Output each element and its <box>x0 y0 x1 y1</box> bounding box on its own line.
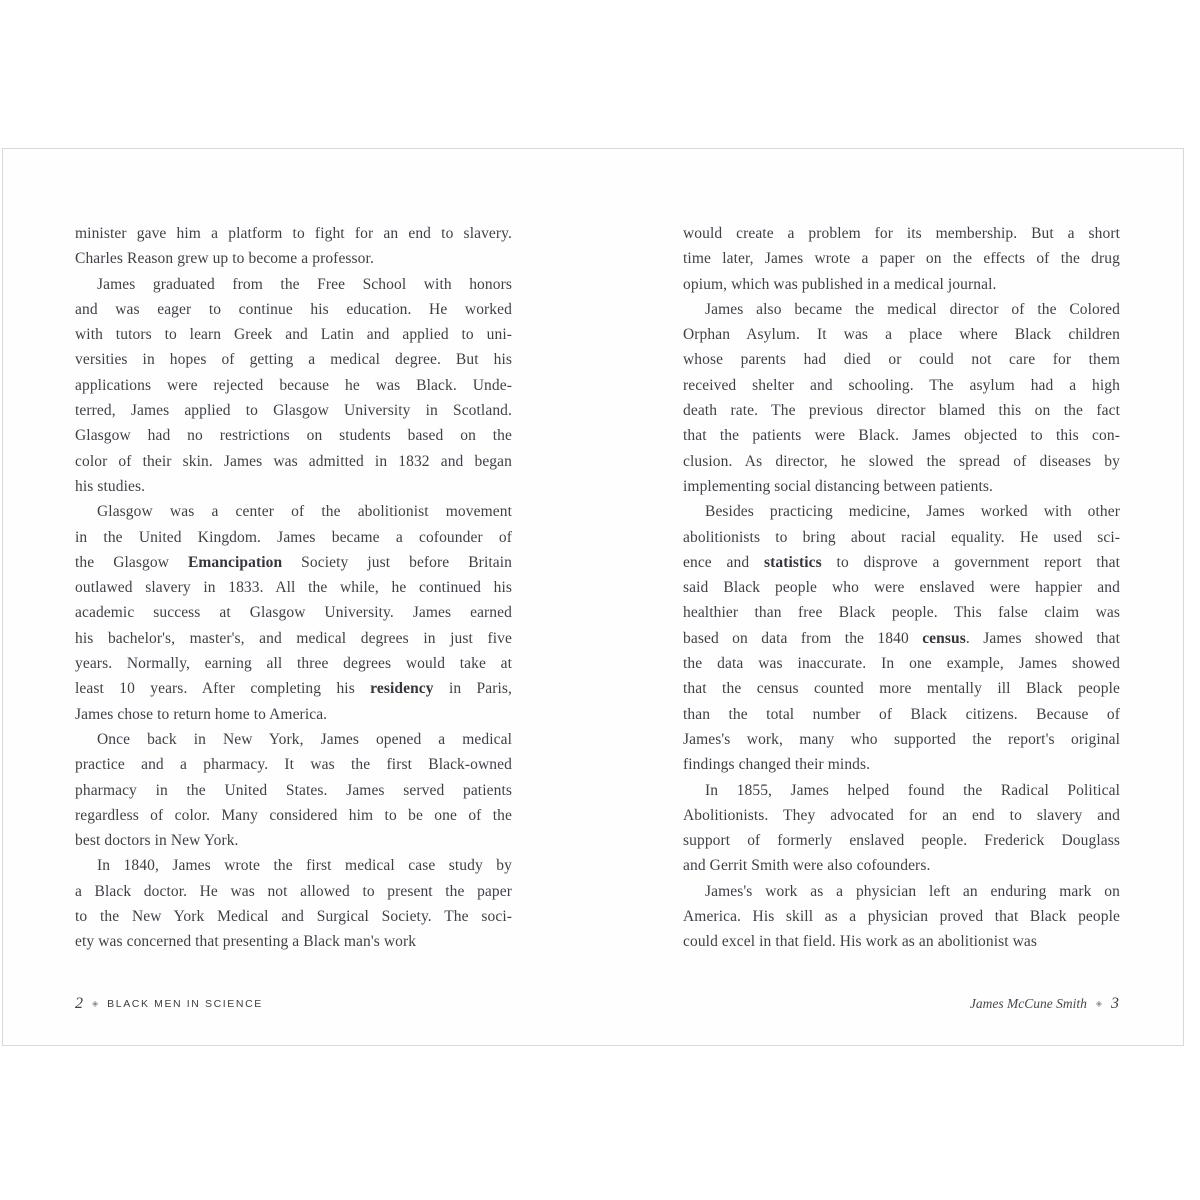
text-line <box>683 221 1120 246</box>
text-line <box>683 398 1120 423</box>
text-line <box>75 626 512 651</box>
text-segment: minister gave him a platform to fight for an end to slavery. <box>75 225 512 242</box>
text-segment: his studies. <box>75 477 146 495</box>
text-line <box>683 575 1120 600</box>
page-number-left: 2 <box>75 995 83 1012</box>
text-segment: Abolitionists. They advocated for an end to slavery and <box>683 806 1120 824</box>
text-line <box>683 676 1120 701</box>
text-segment: than the total number of Black citizens. Because of <box>683 705 1120 723</box>
text-line <box>683 803 1120 828</box>
text-segment: and Gerrit Smith were also cofounders. <box>683 857 931 875</box>
text-segment: applications were rejected because he was Black. Unde- <box>75 376 512 394</box>
text-line <box>75 651 512 676</box>
text-segment: ety was concerned that presenting a Black man's work <box>75 933 417 951</box>
text-segment: practice and a pharmacy. It was the first Black-owned <box>75 756 512 774</box>
text-line <box>75 499 512 524</box>
text-segment: with tutors to learn Greek and Latin and applied to uni- <box>75 326 512 344</box>
text-segment: a Black doctor. He was not allowed to present the paper <box>75 882 512 900</box>
page-number-right: 3 <box>1111 995 1119 1012</box>
text-segment: healthier than free Black people. This false claim was <box>683 604 1120 622</box>
text-segment: to the New York Medical and Surgical Society. The soci- <box>75 908 512 926</box>
text-line <box>75 727 512 752</box>
text-segment: pharmacy in the United States. James served patients <box>75 781 512 799</box>
text-segment: least 10 years. After completing his <box>75 680 371 698</box>
text-segment: Society just before Britain <box>282 553 512 571</box>
text-line <box>683 373 1120 398</box>
text-line <box>75 373 512 398</box>
text-segment: to disprove a government report that <box>821 553 1120 571</box>
text-segment: James chose to return home to America. <box>75 705 328 723</box>
text-line <box>75 297 512 322</box>
text-line <box>683 525 1120 550</box>
text-line <box>75 879 512 904</box>
text-segment: his bachelor's, master's, and medical degrees in just five <box>75 629 512 647</box>
vocabulary-term: statistics <box>763 553 822 571</box>
text-line <box>75 347 512 372</box>
text-segment: terred, James applied to Glasgow University in Scotland. <box>75 402 512 420</box>
text-line <box>683 879 1120 904</box>
text-segment: ence and <box>683 553 764 571</box>
text-segment: James also became the medical director of the Colored <box>705 300 1120 318</box>
text-line <box>683 499 1120 524</box>
text-line <box>683 423 1120 448</box>
text-segment: support of formerly enslaved people. Frederick Douglass <box>683 832 1120 850</box>
text-segment: In 1840, James wrote the first medical case study by <box>97 857 512 875</box>
text-segment: would create a problem for its membership. But a short <box>683 225 1120 242</box>
text-line <box>683 752 1120 777</box>
text-line <box>75 550 512 575</box>
text-segment: opium, which was published in a medical journal. <box>683 275 997 293</box>
text-segment: could excel in that field. His work as an abolitionist was <box>683 933 1038 951</box>
text-segment: death rate. The previous director blamed this on the fact <box>683 402 1120 420</box>
text-segment: that the census counted more mentally ill Black people <box>683 680 1120 698</box>
text-line <box>75 398 512 423</box>
text-line <box>683 474 1120 499</box>
text-segment: Glasgow had no restrictions on students based on the <box>75 427 512 445</box>
text-segment: James graduated from the Free School with honors <box>97 275 512 293</box>
text-segment: Glasgow was a center of the abolitionist movement <box>97 503 512 521</box>
text-segment: time later, James wrote a paper on the effects of the drug <box>683 250 1120 268</box>
text-segment: the data was inaccurate. In one example, James showed <box>683 655 1120 673</box>
text-line <box>683 778 1120 803</box>
text-segment: findings changed their minds. <box>683 756 871 774</box>
text-segment: color of their skin. James was admitted in 1832 and began <box>75 452 512 470</box>
text-segment: in the United Kingdom. James became a cofounder of <box>75 528 512 546</box>
book-title: BLACK MEN IN SCIENCE <box>107 998 263 1010</box>
chapter-title: James McCune Smith <box>969 996 1087 1011</box>
vocabulary-term: Emancipation <box>187 553 283 571</box>
text-segment: James's work, many who supported the report's original <box>683 730 1120 748</box>
text-line <box>683 449 1120 474</box>
text-line <box>683 600 1120 625</box>
text-segment: academic success at Glasgow University. James earned <box>75 604 512 622</box>
text-line <box>683 828 1120 853</box>
text-segment: that the patients were Black. James objected to this con- <box>683 427 1120 445</box>
text-line <box>75 702 512 727</box>
text-segment: the Glasgow <box>75 553 188 571</box>
text-line <box>75 904 512 929</box>
text-line <box>75 322 512 347</box>
text-line <box>683 550 1120 575</box>
text-segment: versities in hopes of getting a medical degree. But his <box>75 351 512 369</box>
text-line <box>683 322 1120 347</box>
text-segment: Besides practicing medicine, James worked with other <box>705 503 1120 521</box>
text-segment: implementing social distancing between patients. <box>683 477 993 495</box>
text-segment: Once back in New York, James opened a medical <box>97 730 512 748</box>
text-segment: . James showed that <box>965 629 1120 647</box>
text-segment: James's work as a physician left an enduring mark on <box>705 882 1120 900</box>
text-line <box>75 272 512 297</box>
text-segment: and was eager to continue his education. He worked <box>75 300 512 318</box>
text-line <box>75 449 512 474</box>
text-segment: America. His skill as a physician proved that Black people <box>683 908 1120 926</box>
text-line <box>683 853 1120 878</box>
text-line <box>75 246 512 271</box>
diamond-ornament-icon: ◈ <box>1095 999 1102 1008</box>
text-line <box>75 929 512 954</box>
vocabulary-term: residency <box>370 680 434 698</box>
vocabulary-term: census <box>922 629 966 647</box>
text-line <box>75 423 512 448</box>
text-line <box>75 752 512 777</box>
text-line <box>75 221 512 246</box>
text-line <box>683 297 1120 322</box>
text-line <box>683 929 1120 954</box>
text-segment: regardless of color. Many considered him to be one of the <box>75 806 512 824</box>
page-right-text <box>683 221 1120 955</box>
book-page-spread <box>2 148 1184 1046</box>
text-segment: clusion. As director, he slowed the spread of diseases by <box>683 452 1120 470</box>
text-line <box>75 525 512 550</box>
text-line <box>75 803 512 828</box>
text-segment: In 1855, James helped found the Radical Political <box>705 781 1120 799</box>
text-line <box>75 676 512 701</box>
text-line <box>75 828 512 853</box>
text-segment: received shelter and schooling. The asylum had a high <box>683 376 1120 394</box>
text-line <box>75 474 512 499</box>
diamond-ornament-icon: ◈ <box>92 999 99 1008</box>
text-segment: outlawed slavery in 1833. All the while, he continued his <box>75 579 512 597</box>
text-segment: in Paris, <box>433 680 512 698</box>
text-segment: whose parents had died or could not care for them <box>683 351 1120 369</box>
footer-right <box>970 994 1119 1014</box>
text-line <box>683 651 1120 676</box>
text-segment: years. Normally, earning all three degrees would take at <box>75 655 512 673</box>
text-segment: said Black people who were enslaved were happier and <box>683 579 1120 597</box>
text-line <box>75 600 512 625</box>
text-line <box>683 904 1120 929</box>
text-line <box>683 702 1120 727</box>
text-line <box>683 727 1120 752</box>
page-left-text <box>75 221 512 955</box>
text-line <box>75 575 512 600</box>
text-segment: abolitionists to bring about racial equality. He used sci- <box>683 528 1120 546</box>
text-line <box>683 626 1120 651</box>
text-line <box>75 778 512 803</box>
text-line <box>683 347 1120 372</box>
text-line <box>75 853 512 878</box>
footer-left <box>75 994 263 1014</box>
text-segment: based on data from the 1840 <box>683 629 923 647</box>
text-line <box>683 272 1120 297</box>
text-segment: Orphan Asylum. It was a place where Black children <box>683 326 1120 344</box>
text-segment: best doctors in New York. <box>75 832 239 850</box>
text-segment: Charles Reason grew up to become a professor. <box>75 250 374 268</box>
text-line <box>683 246 1120 271</box>
